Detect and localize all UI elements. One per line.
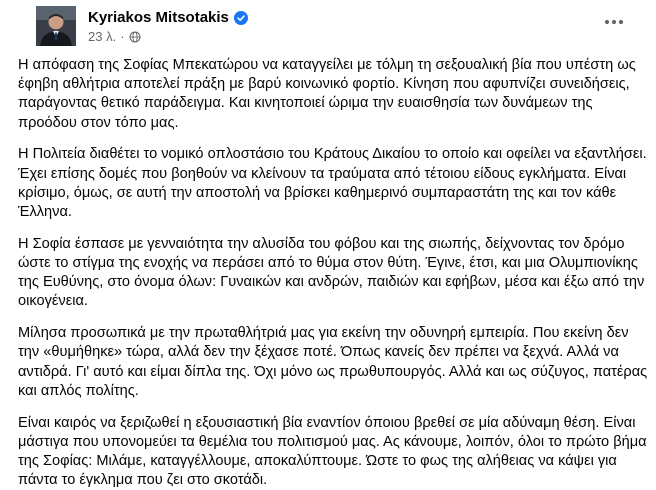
author-name[interactable]: Kyriakos Mitsotakis [88,9,229,26]
post-paragraph-3: Η Σοφία έσπασε με γενναιότητα την αλυσίδα του φόβου και της σιωπής, δείχνοντας τον δρόμο ώστε το στίγμα της ενοχής να περάσει από το θύμα στον θύτη. Έγινε, έτσι, και μια Ολυμπιονίκης της Ευθύνης, στο όνομα όλων: Γυναικών και ανδρών, παιδιών και εφήβων, μέσα και έξω από την οικογένεια. [18,235,645,310]
verified-badge-icon [234,11,248,25]
globe-icon[interactable] [129,31,141,43]
more-options-button[interactable] [604,12,624,32]
post-paragraph-1: Η απόφαση της Σοφίας Μπεκατώρου να καταγγείλει με τόλμη τη σεξουαλική βία που υπέστη ως έφηβη αθλήτρια αποτελεί πράξη με βαρύ κοινωνικό φορτίο. Κίνηση που αφυπνίζει συνειδήσεις, παράγοντας θετικό παράδειγμα. Και κινητοποιεί ώριμα την ευαισθησία των δυνάμεων της προόδου στον τόπο μας. [18,57,636,131]
post-header [18,0,638,49]
avatar[interactable] [36,6,76,46]
post-timestamp[interactable]: 23 λ. [88,29,117,44]
meta-separator: · [120,29,125,44]
author-line [88,9,248,26]
post-meta [88,29,141,44]
post-paragraph-2: Η Πολιτεία διαθέτει το νομικό οπλοστάσιο του Κράτους Δικαίου το οποίο και οφείλει να εξαντλήσει. Έχει επίσης δομές που βοηθούν να κλείνουν τα τραύματα από τέτοιου είδους εγκλήματα. Είναι κρίσιμο, όμως, σε αυτή την αποστολή να βρίσκει καθημερινό συμπαραστάτη της και τον κάθε Έλληνα. [18,146,647,221]
post-paragraph-4: Μίλησα προσωπικά με την πρωταθλήτριά μας για εκείνη την οδυνηρή εμπειρία. Που εκείνη δεν την «θυμήθηκε» τώρα, αλλά δεν την ξέχασε ποτέ. Όπως κανείς δεν πρέπει να ξεχνά. Αλλά να αντιδρά. Γι' αυτό και είμαι δίπλα της. Όχι μόνο ως πρωθυπουργός. Αλλά και ως σύζυγος, πατέρας και απλός πολίτης. [18,325,648,399]
post-body [18,56,648,490]
more-horizontal-icon [604,19,624,25]
avatar-photo-icon [36,6,76,46]
post-paragraph-5: Είναι καιρός να ξεριζωθεί η εξουσιαστική βία εναντίον όποιου βρεθεί σε μία αδύναμη θέση. Είναι μάστιγα που υπονομεύει τα θεμέλια του πολιτισμού μας. Ας κάνουμε, λοιπόν, όλοι το πρώτο βήμα της Σοφίας: Μιλάμε, καταγγέλλουμε, αποκαλύπτουμε. Ώστε το φως της αλήθειας να κάψει για πάντα το έγκλημα που ζει στο σκοτάδι. [18,414,647,489]
